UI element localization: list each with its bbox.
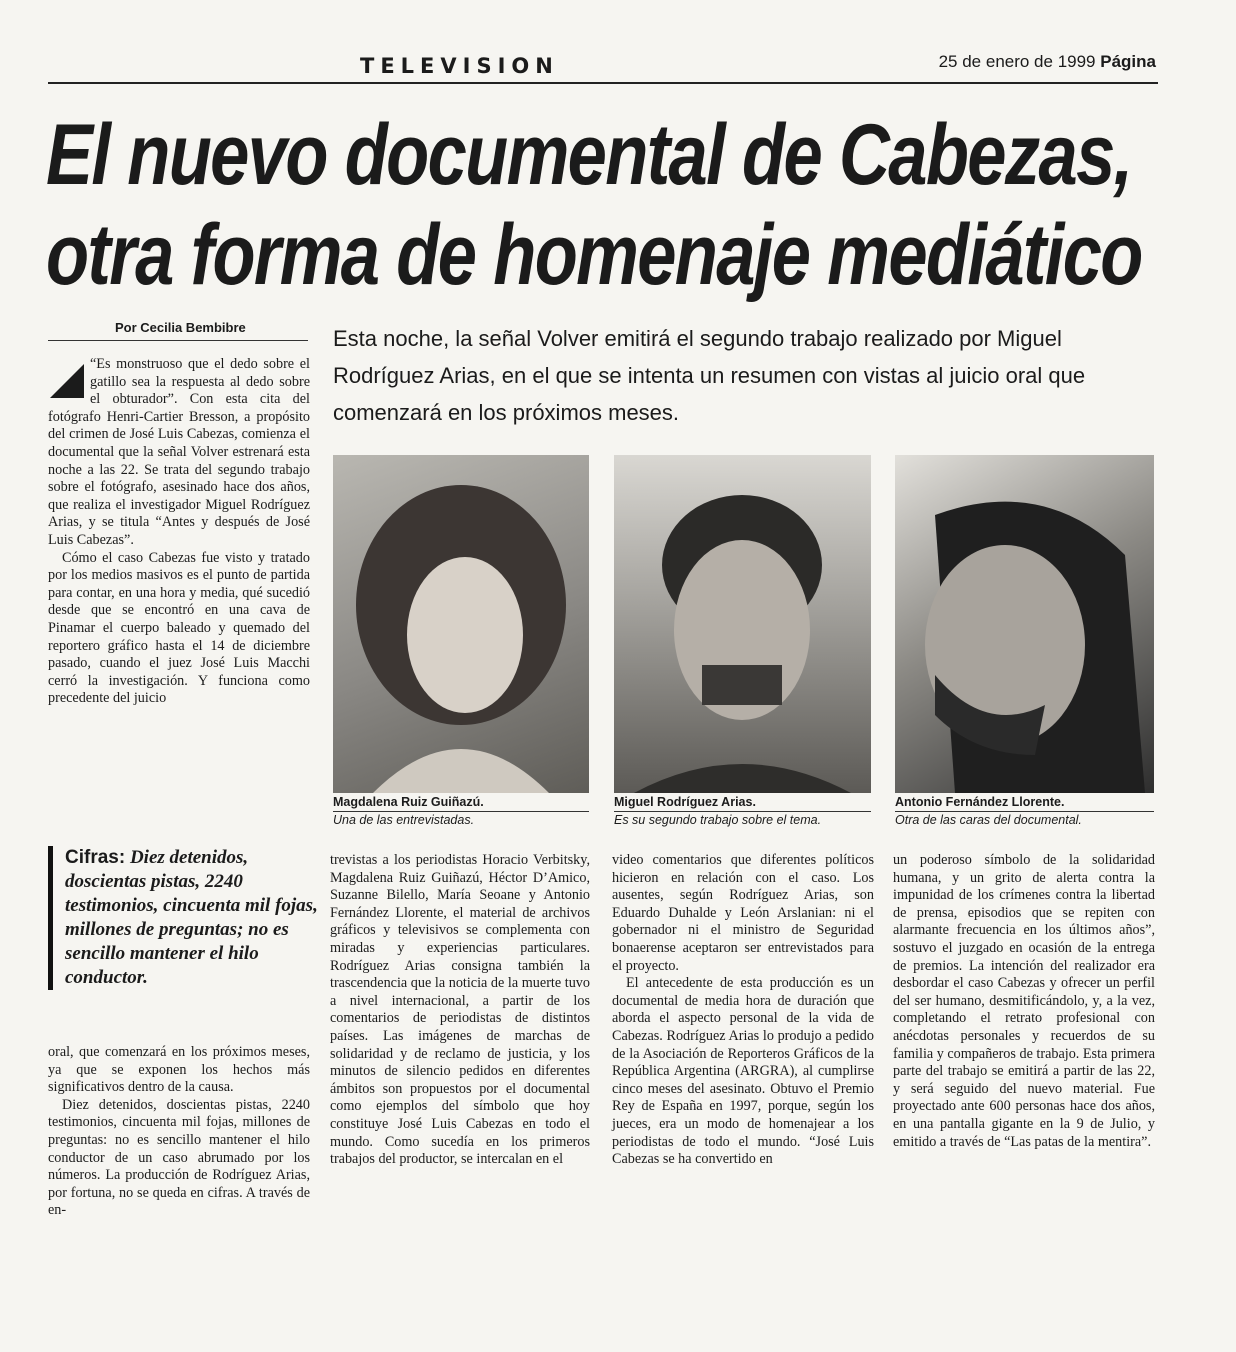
portrait-woman-image	[333, 455, 589, 793]
body-column-2	[330, 852, 590, 1169]
headline-line-1: El nuevo documental de Cabezas,	[46, 107, 1132, 203]
photo-miguel-rodriguez-arias	[614, 455, 871, 793]
lede: Esta noche, la señal Volver emitirá el segundo trabajo realizado por Miguel Rodríguez Arias, en el que se intenta un resumen con vistas al juicio oral que comenzará en los próximos meses.	[333, 326, 1086, 425]
dateline	[939, 52, 1156, 72]
caption-text: Es su segundo trabajo sobre el tema.	[614, 813, 822, 827]
byline: Por Cecilia Bembibre	[115, 320, 246, 335]
drop-triangle-icon	[50, 364, 84, 398]
headline-line-2: otra forma de homenaje mediático	[46, 207, 1142, 303]
body-paragraph: video comentarios que diferentes políticos hicieron en relación con el caso. Los ausentes, según Rodríguez Arias, son Eduardo Duhalde y León Arslanian: ni el gobernador ni el ministro de Seguridad bonaerense aceptaron ser entrevistados para el proyecto.	[612, 852, 874, 974]
photo-caption-1	[333, 794, 589, 828]
photo-caption-2	[614, 794, 871, 828]
body-column-1-continued	[48, 1044, 310, 1220]
body-column-4	[893, 852, 1155, 1151]
photo-caption-3	[895, 794, 1154, 828]
body-paragraph: un poderoso símbolo de la solidaridad humana, y un grito de alerta contra la impunidad de los crímenes contra la libertad de prensa, episodios que se repiten con alarmante frecuencia en los últimos años”, sostuvo el juzgado en ocasión de la entrega de premios. La intención del realizador era desbordar el caso Cabezas y ofrecer un perfil del ser humano, desmitificándolo, y, a la vez, completando el retrato profesional con anécdotas personales y recuerdos de su familia y compañeros de trabajo. Esta primera parte del trabajo se emitirá a partir de las 22, y será seguido del nuevo material. Fue proyectado ante 600 personas hace dos años, en una pantalla gigante en la 9 de Julio, y emitido a través de “Las patas de la mentira”.	[893, 852, 1155, 1150]
pull-quote-text: Diez detenidos, doscientas pistas, 2240 testimonios, cincuenta mil fojas, millones de preguntas; no es sencillo mantener el hilo conductor.	[65, 847, 318, 988]
header-rule	[48, 82, 1158, 84]
body-column-1	[48, 356, 310, 708]
body-paragraph: El antecedente de esta producción es un documental de media hora de duración que aborda el aspecto personal de la vida de Cabezas. Rodríguez Arias lo produjo a pedido de la Asociación de Reporteros Gráficos de la República Argentina (ARGRA), al cumplirse cinco meses del asesinato. Obtuvo el Premio Rey de España en 1997, porque, según los jueces, era un modo de homenajear a los periodistas de todo el mundo. “José Luis Cabezas se ha convertido en	[612, 975, 874, 1168]
pull-quote-lead: Cifras:	[65, 847, 126, 868]
photo-magdalena-ruiz-guinazu	[333, 455, 589, 793]
section-label: TELEVISION	[360, 54, 559, 78]
portrait-man-profile-image	[895, 455, 1154, 793]
body-paragraph: oral, que comenzará en los próximos meses, ya que se exponen los hechos más significativos dentro de la causa.	[48, 1044, 310, 1096]
body-column-3	[612, 852, 874, 1169]
caption-name: Antonio Fernández Llorente.	[895, 795, 1065, 809]
caption-text: Una de las entrevistadas.	[333, 813, 475, 827]
pull-quote	[48, 846, 327, 990]
photo-antonio-fernandez-llorente	[895, 455, 1154, 793]
byline-rule	[48, 340, 308, 341]
caption-name: Magdalena Ruiz Guiñazú.	[333, 795, 484, 809]
portrait-man-image	[614, 455, 871, 793]
body-paragraph: “Es monstruoso que el dedo sobre el gatillo sea la respuesta al dedo sobre el obturador”. Con esta cita del fotógrafo Henri-Cartier Bresson, a propósito del crimen de José Luis Cabezas, comienza el documental que la señal Volver estrenará esta noche a las 22. Se trata del segundo trabajo sobre el fotógrafo, asesinado hace dos años, que realiza el investigador Miguel Rodríguez Arias, y se titula “Antes y después de José Luis Cabezas”.	[48, 356, 310, 548]
caption-text: Otra de las caras del documental.	[895, 813, 1082, 827]
body-paragraph: trevistas a los periodistas Horacio Verbitsky, Magdalena Ruiz Guiñazú, Héctor D’Amico, Suzanne Bilello, María Seoane y Antonio Fernández Llorente, el material de archivos gráficos y televisivos se complementa con miradas y experiencias particulares. Rodríguez Arias consigna también la trascendencia que la noticia de la muerte tuvo a nivel internacional, a partir de los comentarios de periodistas de distintos países. Las imágenes de marchas de solidaridad y de reclamo de justicia, y los minutos de silencio pedidos en diferentes ámbitos son propuestos por el documental como ejemplos del símbolo que hoy constituye José Luis Cabezas en todo el mundo. Como sucedía en los primeros trabajos del productor, se intercalan en el	[330, 852, 590, 1168]
date: 25 de enero de 1999	[938, 52, 1096, 71]
publication-name: Página	[1100, 52, 1156, 71]
caption-name: Miguel Rodríguez Arias.	[614, 795, 756, 809]
body-paragraph: Diez detenidos, doscientas pistas, 2240 testimonios, cincuenta mil fojas, millones de preguntas: no es sencillo mantener el hilo conductor de un caso abrumado por los números. La producción de Rodríguez Arias, por fortuna, no se queda en cifras. A través de en-	[48, 1096, 310, 1219]
body-paragraph: Cómo el caso Cabezas fue visto y tratado por los medios masivos es el punto de partida para contar, en una hora y media, qué sucedió desde que se encontró en una cava de Pinamar el cuerpo baleado y quemado del reportero gráfico hasta el 14 de diciembre pasado, cuando el juez José Luis Macchi cerró la investigación. Y funciona como precedente del juicio	[48, 549, 310, 707]
